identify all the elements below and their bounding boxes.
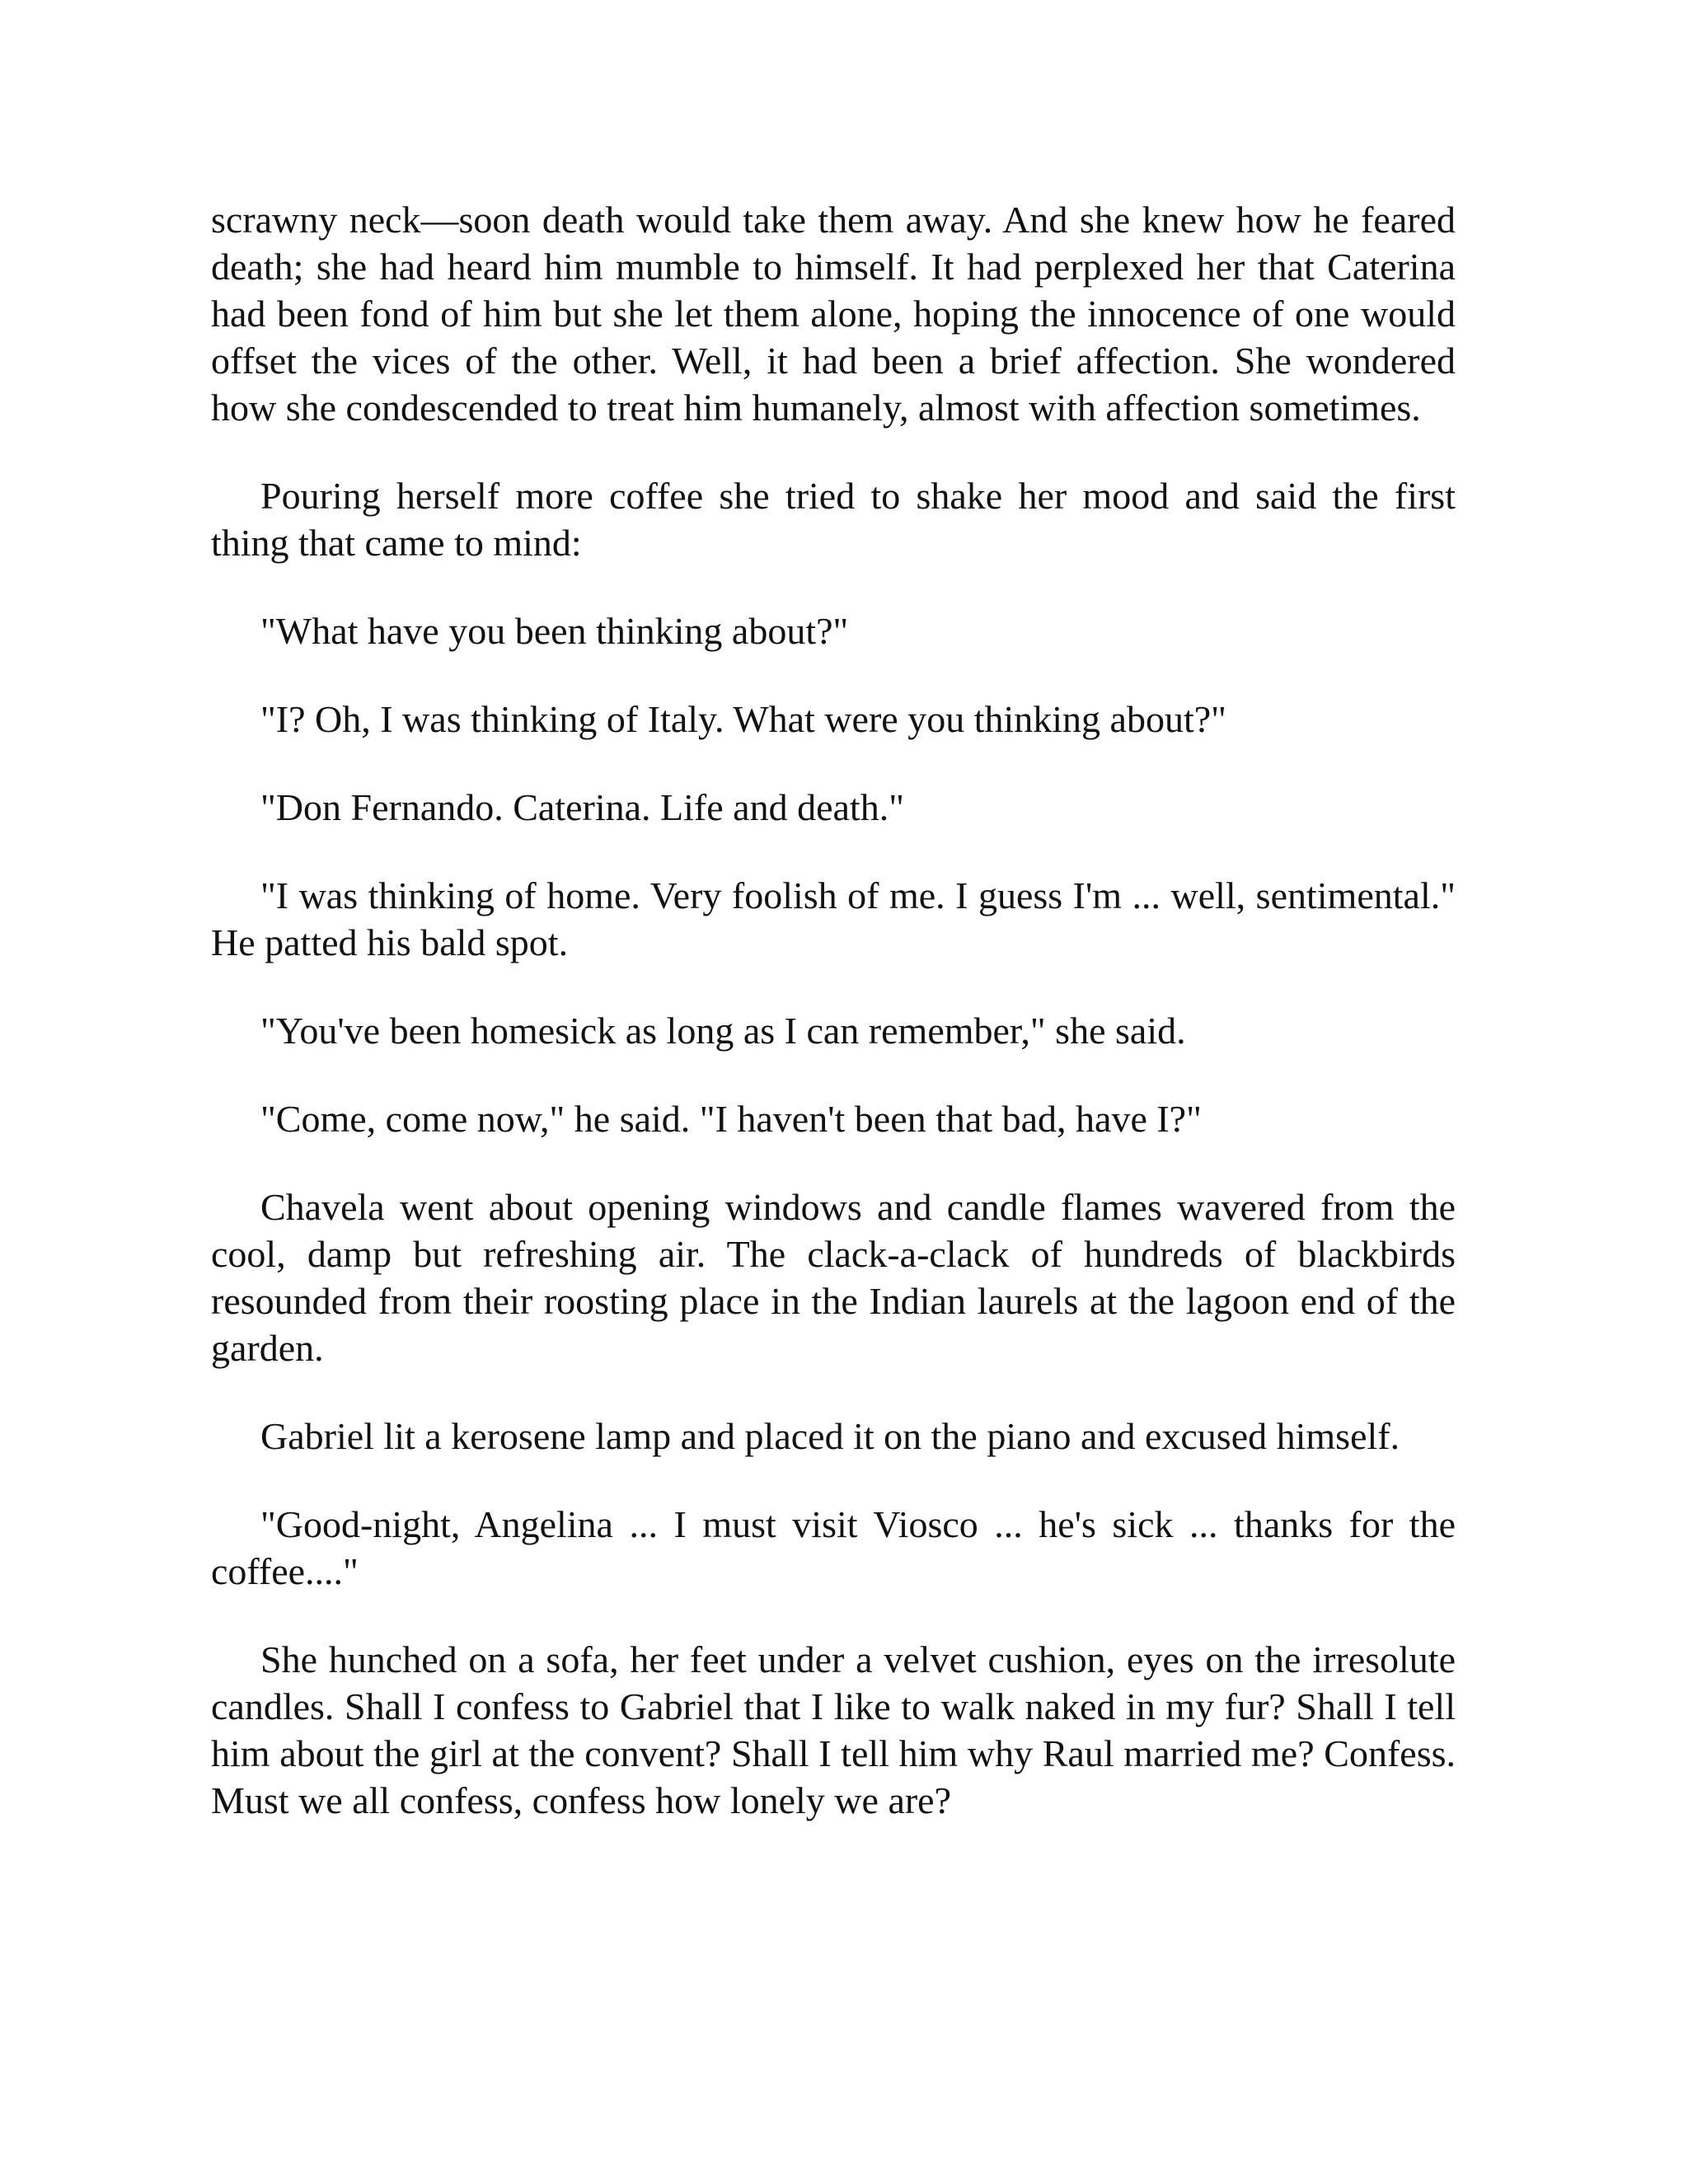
paragraph-8: "Come, come now," he said. "I haven't been that bad, have I?" (260, 1098, 1202, 1140)
paragraph-6: "I was thinking of home. Very foolish of me. I guess I'm ... well, sentimental." He patted his bald spot. (211, 874, 1456, 963)
paragraph-11: "Good-night, Angelina ... I must visit Viosco ... he's sick ... thanks for the coffee...." (211, 1503, 1456, 1592)
paragraph-2: Pouring herself more coffee she tried to shake her mood and said the first thing that came to mind: (211, 475, 1456, 564)
paragraph-5: "Don Fernando. Caterina. Life and death." (260, 786, 904, 828)
paragraph-9: Chavela went about opening windows and candle flames wavered from the cool, damp but refreshing air. The clack-a-clack of hundreds of blackbirds resounded from their roosting place in the Indian laurels at the lagoon end of the garden. (211, 1186, 1456, 1369)
paragraph-3: "What have you been thinking about?" (260, 610, 849, 652)
paragraph-1: scrawny neck—soon death would take them away. And she knew how he feared death; she had heard him mumble to himself. It had perplexed her that Caterina had been fond of him but she let them alone, hoping the innocence of one would offset the vices of the other. Well, it had been a brief affection. She wondered how she condescended to treat him humanely, almost with affection sometimes. (211, 199, 1456, 429)
paragraph-12: She hunched on a sofa, her feet under a velvet cushion, eyes on the irresolute candles. Shall I confess to Gabriel that I like to walk naked in my fur? Shall I tell him about the girl at the convent? Shall I tell him why Raul married me? Confess. Must we all confess, confess how lonely we are? (211, 1638, 1456, 1821)
page-body (211, 196, 1456, 1865)
paragraph-10: Gabriel lit a kerosene lamp and placed it on the piano and excused himself. (260, 1415, 1400, 1457)
paragraph-7: "You've been homesick as long as I can remember," she said. (260, 1010, 1186, 1052)
paragraph-4: "I? Oh, I was thinking of Italy. What were you thinking about?" (260, 698, 1226, 740)
